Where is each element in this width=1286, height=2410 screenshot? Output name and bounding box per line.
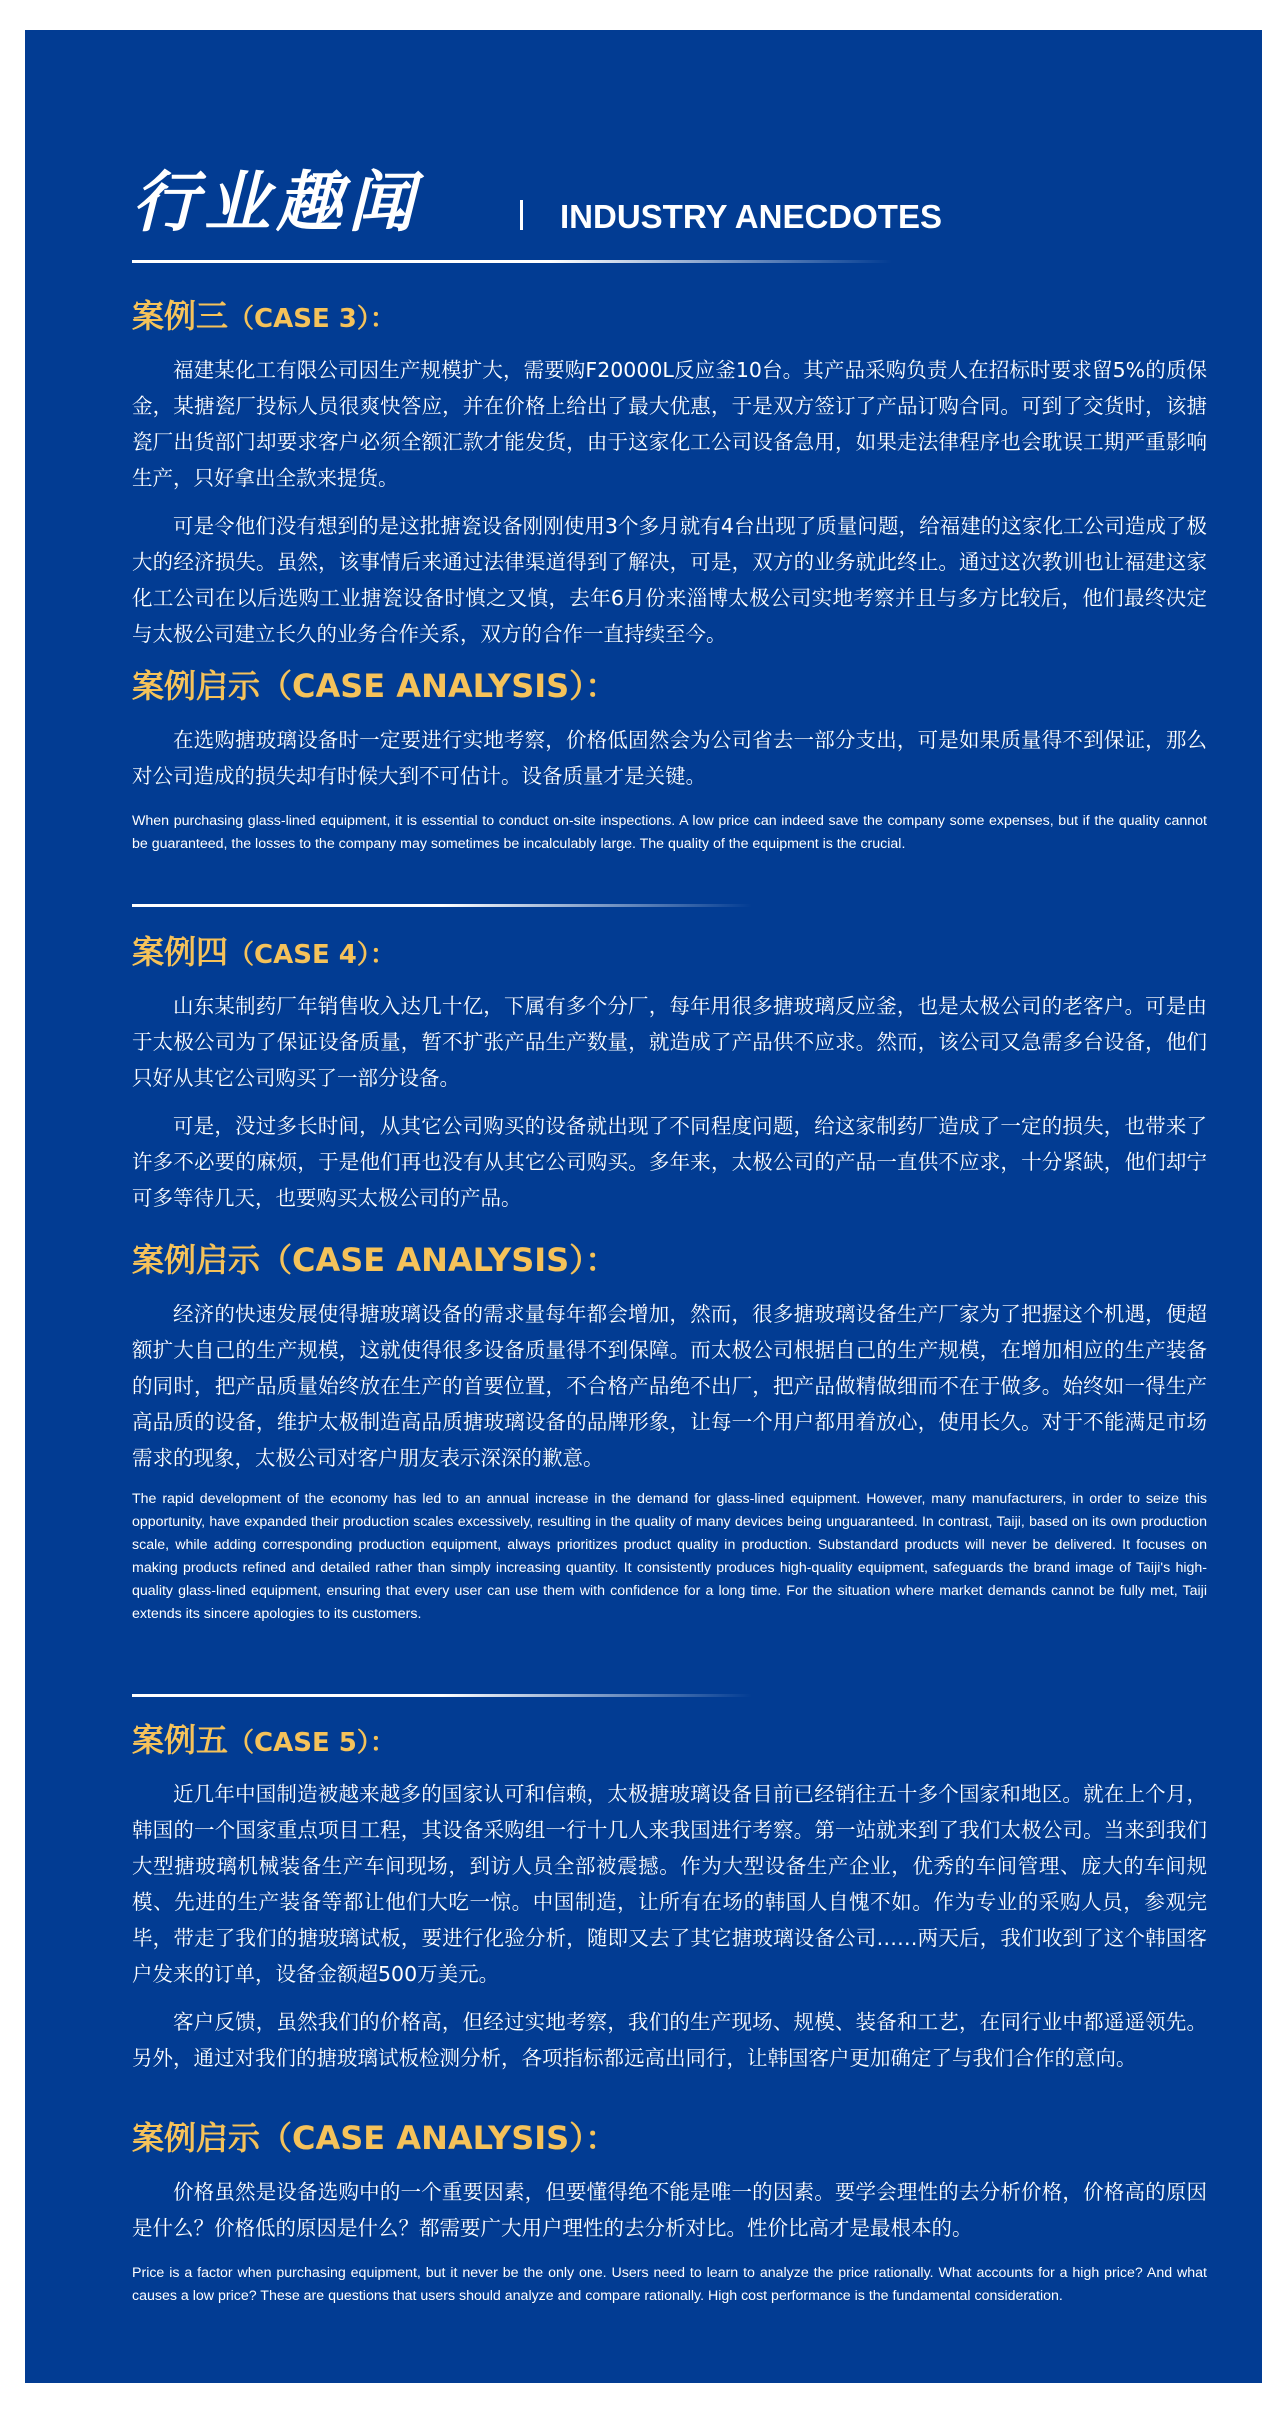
page-title-english: INDUSTRY ANECDOTES: [560, 198, 942, 235]
case4-analysis-english: [132, 1488, 1207, 1626]
section-divider: [132, 1694, 752, 1697]
case4-paragraph-1: 山东某制药厂年销售收入达几十亿，下属有多个分厂，每年用很多搪玻璃反应釜，也是太极公司的老客户。可是由于太极公司为了保证设备质量，暂不扩张产品生产数量，就造成了产品供不应求。然而，该公司又急需多台设备，他们只好从其它公司购买了一部分设备。: [132, 994, 1207, 1090]
case4-body: [132, 988, 1207, 1216]
case5-analysis-paragraph: 价格虽然是设备选购中的一个重要因素，但要懂得绝不能是唯一的因素。要学会理性的去分析价格，价格高的原因是什么？价格低的原因是什么？都需要广大用户理性的去分析对比。性价比高才是最根本的。: [132, 2180, 1207, 2240]
case5-analysis-heading: 案例启示（CASE ANALYSIS）：: [132, 2119, 618, 2157]
case4-heading: 案例四: [132, 933, 229, 971]
case4-analysis-paragraph: 经济的快速发展使得搪玻璃设备的需求量每年都会增加，然而，很多搪玻璃设备生产厂家为了把握这个机遇，便超额扩大自己的生产规模，这就使得很多设备质量得不到保障。而太极公司根据自己的生产规模，在增加相应的生产装备的同时，把产品质量始终放在生产的首要位置，不合格产品绝不出厂，把产品做精做细而不在于做多。始终如一得生产高品质的设备，维护太极制造高品质搪玻璃设备的品牌形象，让每一个用户都用着放心，使用长久。对于不能满足市场需求的现象，太极公司对客户朋友表示深深的歉意。: [132, 1302, 1207, 1470]
case4-subheading: （CASE 4）：: [228, 940, 396, 970]
section-divider: [132, 904, 752, 907]
case3-analysis-title: [132, 667, 1207, 705]
case4-analysis-title: [132, 1241, 1207, 1279]
case5-subheading: （CASE 5）：: [228, 1728, 396, 1758]
case5-body: [132, 1776, 1207, 2076]
case4-paragraph-2: 可是，没过多长时间，从其它公司购买的设备就出现了不同程度问题，给这家制药厂造成了一定的损失，也带来了许多不必要的麻烦，于是他们再也没有从其它公司购买。多年来，太极公司的产品一直供不应求，十分紧缺，他们却宁可多等待几天，也要购买太极公司的产品。: [132, 1114, 1207, 1210]
case3-paragraph-2: 可是令他们没有想到的是这批搪瓷设备刚刚使用3个多月就有4台出现了质量问题，给福建的这家化工公司造成了极大的经济损失。虽然，该事情后来通过法律渠道得到了解决，可是，双方的业务就此终止。通过这次教训也让福建这家化工公司在以后选购工业搪瓷设备时慎之又慎，去年6月份来淄博太极公司实地考察并且与多方比较后，他们最终决定与太极公司建立长久的业务合作关系，双方的合作一直持续至今。: [132, 514, 1207, 646]
case3-analysis-en: When purchasing glass-lined equipment, it is essential to conduct on-site inspections. A low price can indeed save the company some expenses, but if the quality cannot be guaranteed, the losses to the company may sometimes be incalculably large. The quality of the equipment is the crucial.: [132, 813, 1207, 852]
content-panel: [25, 30, 1262, 2383]
case5-paragraph-2: 客户反馈，虽然我们的价格高，但经过实地考察，我们的生产现场、规模、装备和工艺，在同行业中都遥遥领先。另外，通过对我们的搪玻璃试板检测分析，各项指标都远高出同行，让韩国客户更加确定了与我们合作的意向。: [132, 2010, 1207, 2070]
case3-body: [132, 352, 1207, 652]
case3-heading: 案例三: [132, 297, 229, 335]
case3-paragraph-1: 福建某化工有限公司因生产规模扩大，需要购F20000L反应釜10台。其产品采购负责人在招标时要求留5%的质保金，某搪瓷厂投标人员很爽快答应，并在价格上给出了最大优惠，于是双方签订了产品订购合同。可到了交货时，该搪瓷厂出货部门却要求客户必须全额汇款才能发货，由于这家化工公司设备急用，如果走法律程序也会耽误工期严重影响生产，只好拿出全款来提货。: [132, 358, 1207, 490]
case3-subheading: （CASE 3）：: [228, 304, 396, 334]
case5-analysis-title: [132, 2119, 1207, 2157]
case3-analysis: [132, 722, 1207, 794]
case4-analysis-en: The rapid development of the economy has led to an annual increase in the demand for glass-lined equipment. However, many manufacturers, in order to seize this opportunity, have expanded their production scales excessively, resulting in the quality of many devices being unguaranteed. In contrast, Taiji, based on its own production scale, while adding corresponding production equipment, always prioritizes product quality in production. Substandard products will never be delivered. It focuses on making products refined and detailed rather than simply increasing quantity. It consistently produces high-quality equipment, safeguards the brand image of Taiji's high-quality glass-lined equipment, ensuring that every user can use them with confidence for a long time. For the situation where market demands cannot be fully met, Taiji extends its sincere apologies to its customers.: [132, 1491, 1207, 1622]
page-header: [110, 130, 1207, 240]
case3-analysis-paragraph: 在选购搪玻璃设备时一定要进行实地考察，价格低固然会为公司省去一部分支出，可是如果质量得不到保证，那么对公司造成的损失却有时候大到不可估计。设备质量才是关键。: [132, 728, 1207, 788]
case4-title: [132, 933, 1207, 971]
case5-paragraph-1: 近几年中国制造被越来越多的国家认可和信赖，太极搪玻璃设备目前已经销往五十多个国家和地区。就在上个月，韩国的一个国家重点项目工程，其设备采购组一行十几人来我国进行考察。第一站就来到了我们太极公司。当来到我们大型搪玻璃机械装备生产车间现场，到访人员全部被震撼。作为大型设备生产企业，优秀的车间管理、庞大的车间规模、先进的生产装备等都让他们大吃一惊。中国制造，让所有在场的韩国人自愧不如。作为专业的采购人员，参观完毕，带走了我们的搪玻璃试板，要进行化验分析，随即又去了其它搪玻璃设备公司……两天后，我们收到了这个韩国客户发来的订单，设备金额超500万美元。: [132, 1782, 1207, 1986]
case4-analysis: [132, 1296, 1207, 1476]
case3-analysis-heading: 案例启示（CASE ANALYSIS）：: [132, 667, 618, 705]
case5-title: [132, 1721, 1207, 1759]
page-title: 行业趣闻: [132, 164, 420, 241]
case3-title: [132, 297, 1207, 335]
header-underline: [132, 260, 892, 263]
case5-analysis-english: [132, 2262, 1207, 2308]
case5-heading: 案例五: [132, 1721, 229, 1759]
case5-analysis: [132, 2174, 1207, 2246]
case4-analysis-heading: 案例启示（CASE ANALYSIS）：: [132, 1241, 618, 1279]
case3-analysis-english: [132, 810, 1207, 856]
title-separator: [520, 200, 523, 230]
case5-analysis-en: Price is a factor when purchasing equipment, but it never be the only one. Users need to learn to analyze the price rationally. What accounts for a high price? And what causes a low price? These are questions that users should analyze and compare rationally. High cost performance is the fundamental consideration.: [132, 2265, 1207, 2304]
